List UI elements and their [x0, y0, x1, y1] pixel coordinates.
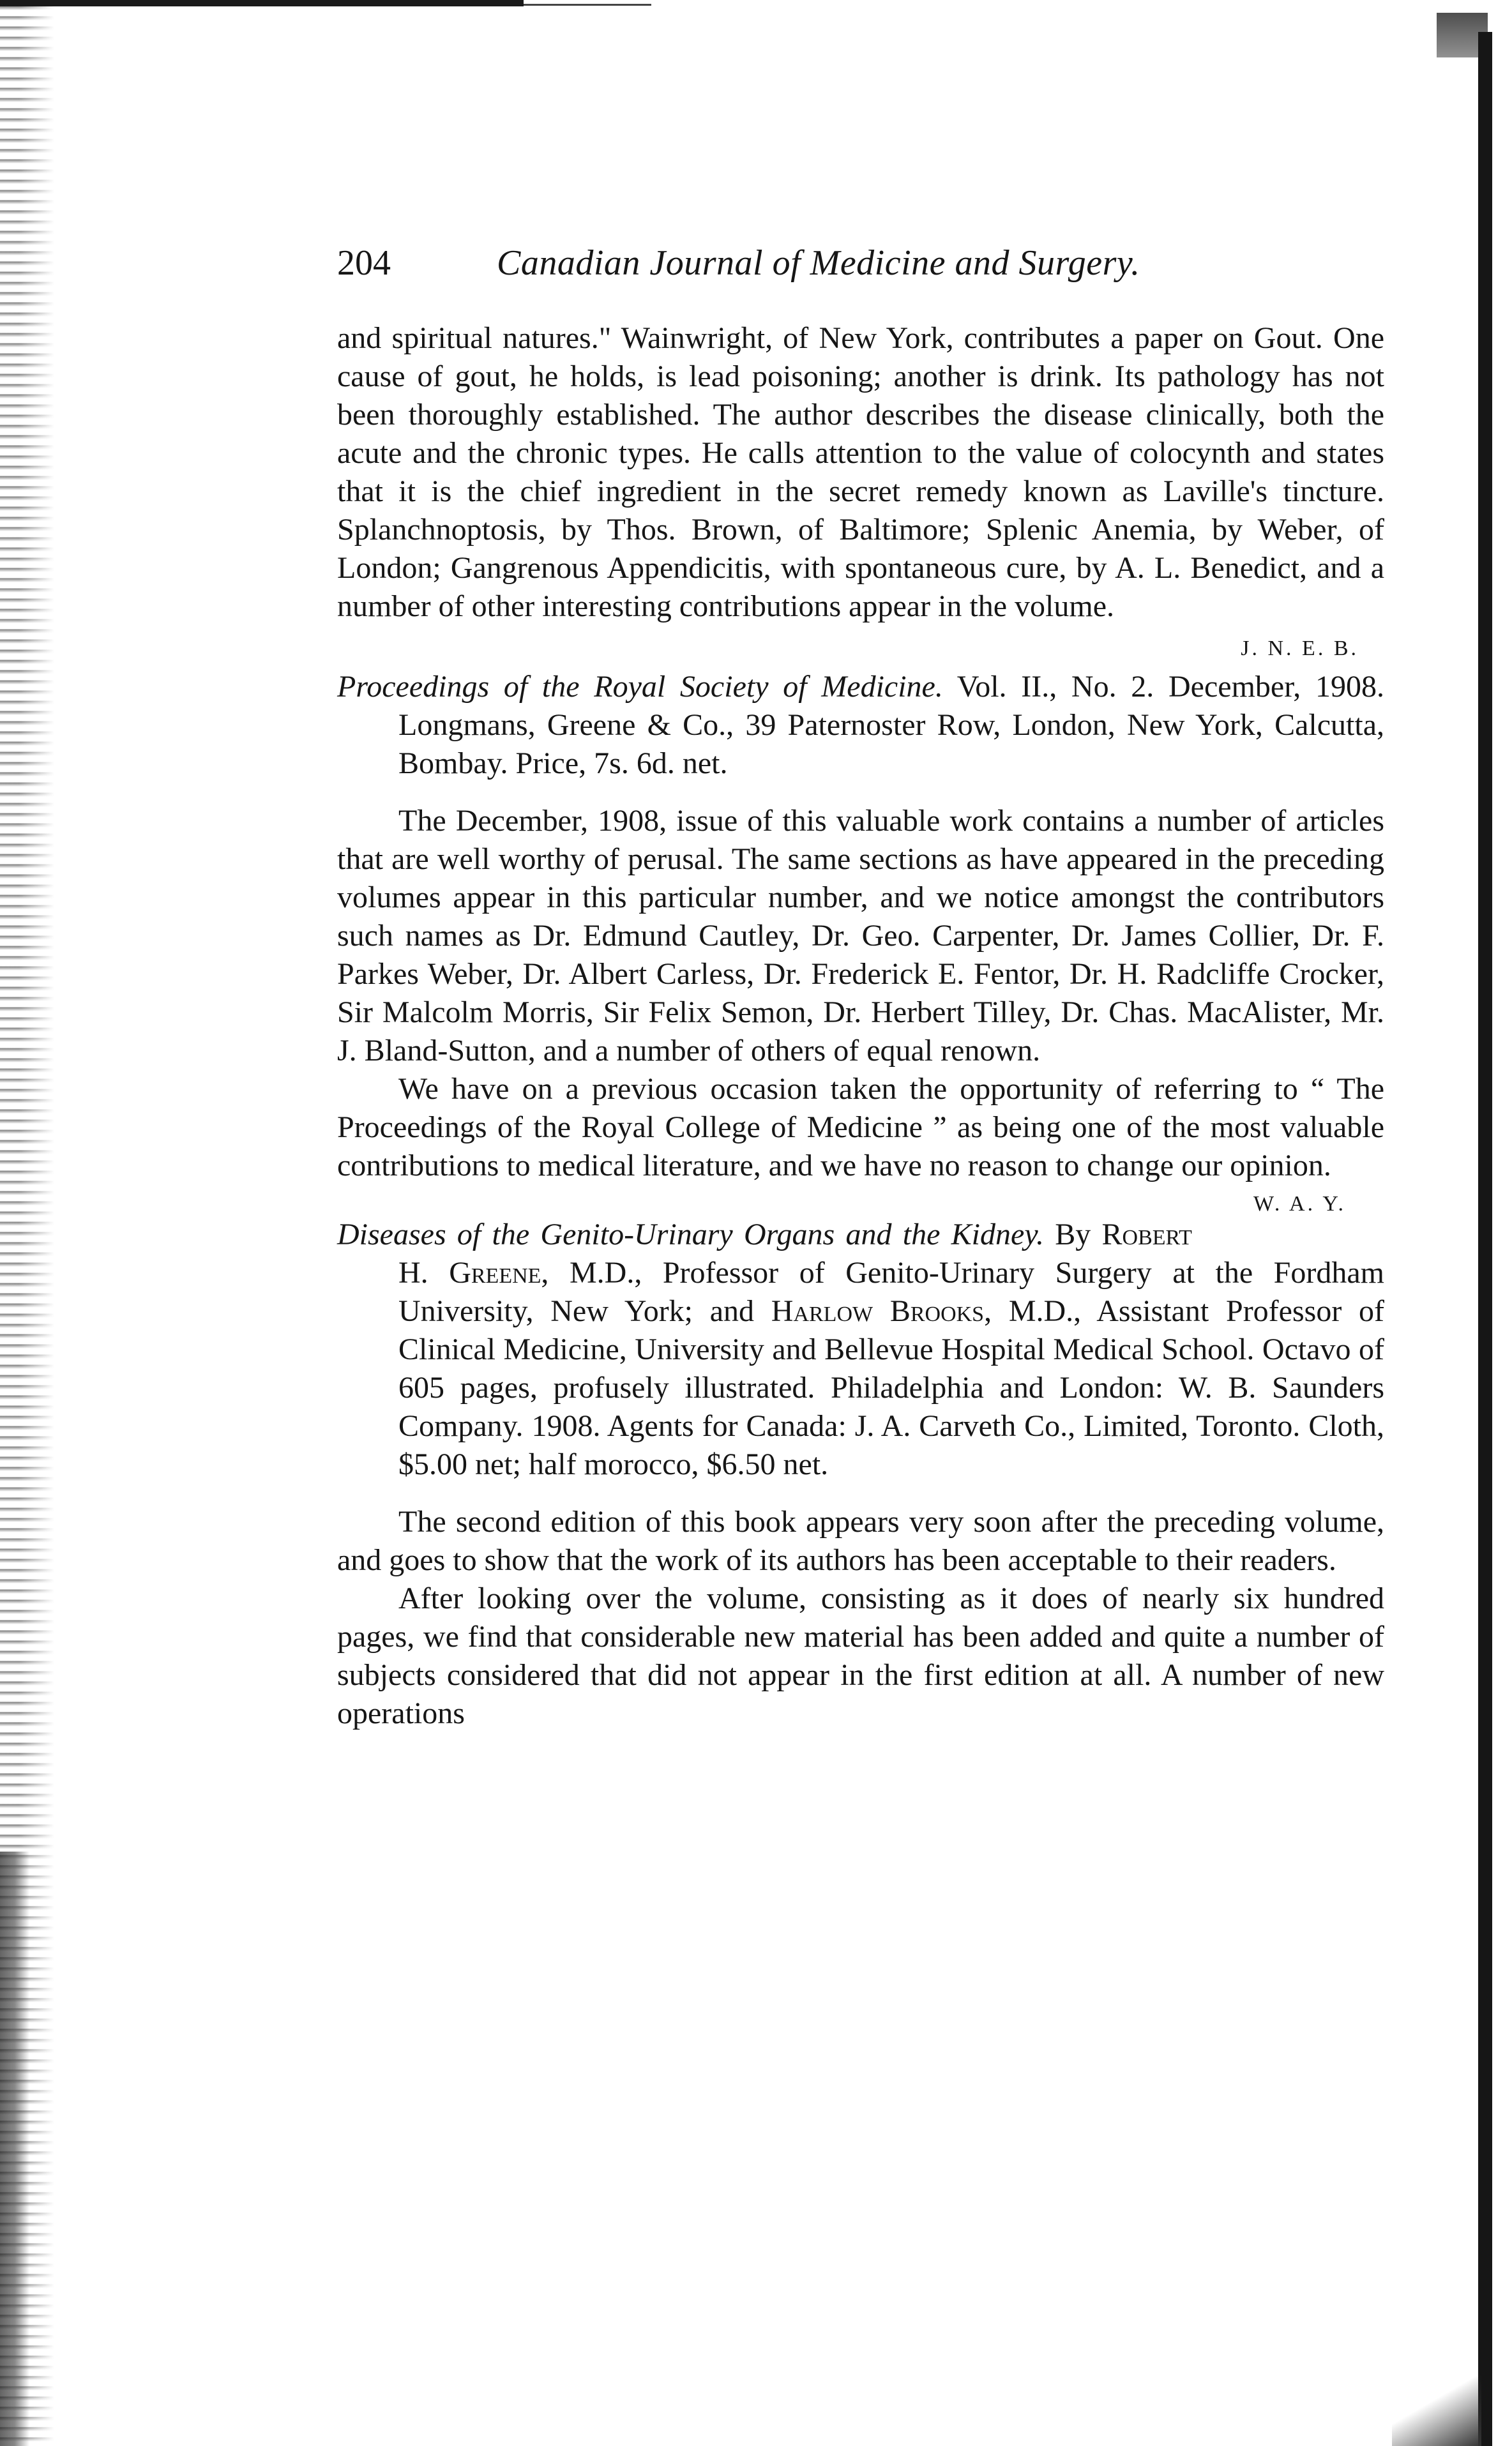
book-entry [337, 668, 1384, 783]
review-paragraph: After looking over the volume, consisting as it does of nearly six hundred pages, we find that considerable new material has been added and quite a number of subjects considered that did not appear in the first edition at all. A number of new operations [337, 1582, 1384, 1730]
review-paragraph: The December, 1908, issue of this valuable work contains a number of articles that are well worthy of perusal. The same sections as have appeared in the preceding volumes appear in this particular number, and we notice amongst the contributors such names as Dr. Edmund Cautley, Dr. Geo. Carpenter, Dr. James Collier, Dr. F. Parkes Weber, Dr. Albert Carless, Dr. Frederick E. Fentor, Dr. H. Radcliffe Crocker, Sir Malcolm Morris, Sir Felix Semon, Dr. Herbert Tilley, Dr. Chas. MacAlister, Mr. J. Bland-Sutton, and a number of others of equal renown. [337, 804, 1384, 1068]
review-paragraph-text: We have on a previous occasion taken the opportunity of referring to “ The Proceedings of the Royal College of Medicine ” as being one of the most valuable contributions to medical literature, and we have no reason to change our opinion. [337, 1072, 1384, 1182]
book-entry [337, 1216, 1384, 1484]
spacer [337, 783, 1384, 802]
review-proceedings-royal-society [337, 668, 1385, 1216]
journal-title: Canadian Journal of Medicine and Surgery. [497, 243, 1140, 283]
running-head [337, 243, 1384, 300]
spacer [337, 1484, 1384, 1503]
review-continued-text: and spiritual natures." Wainwright, of New York, contributes a paper on Gout. One cause of gout, he holds, is lead poisoning; another is drink. Its pathology has not been thoroughly established. The author describes the disease clinically, both the acute and the chronic types. He calls attention to the value of colocynth and states that it is the chief ingredient in the secret remedy known as Laville's tincture. Splanchnoptosis, by Thos. Brown, of Baltimore; Splenic Anemia, by Weber, of London; Gangrenous Appendicitis, with spontaneous cure, by A. L. Benedict, and a number of other interesting contributions appear in the volume. [337, 321, 1384, 623]
review-paragraph: The second edition of this book appears very soon after the preceding volume, and goes to show that the work of its authors has been acceptable to their readers. [337, 1505, 1384, 1577]
spacer [337, 300, 1384, 319]
author-name: Robert H. Greene, [398, 1218, 1192, 1290]
book-by: By [1055, 1218, 1091, 1251]
book-title: Diseases of the Genito-Urinary Organs and the Kidney. [337, 1218, 1044, 1251]
book-citation: M.D., Assistant Professor of Clinical Medicine, University and Bellevue Hospital Medical School. Octavo of 605 pages, profusely illustrated. Philadelphia and London: W. B. Saunders Company. 1908. Agents for Canada: J. A. Carveth Co., Limited, Toronto. Cloth, $5.00 net; half morocco, $6.50 net. [398, 1294, 1385, 1481]
reviewer-signature: J. N. E. B. [1241, 637, 1359, 660]
book-citation: M.D., Professor of Genito-Urinary Surgery at the Fordham University, New York; and [398, 1256, 1385, 1328]
scan-top-rule-thin [524, 4, 651, 6]
scan-right-edge-shadow [1478, 32, 1492, 2446]
scan-page-corner-curl [1392, 2375, 1481, 2446]
author-name: Harlow Brooks, [771, 1294, 992, 1328]
book-citation: Vol. II., No. 2. December, 1908. Longmans, Greene & Co., 39 Paternoster Row, London, New York, Calcutta, Bombay. Price, 7s. 6d. net. [398, 670, 1385, 780]
page-body [337, 243, 1384, 1733]
scan-top-rule [0, 0, 524, 6]
page-number: 204 [337, 243, 391, 283]
review-genito-urinary [337, 1216, 1384, 1733]
review-continued [337, 319, 1384, 668]
scan-left-edge-binding [0, 1852, 29, 2446]
review-paragraph [337, 1070, 1384, 1216]
reviewer-signature: W. A. Y. [1253, 1192, 1346, 1216]
book-title: Proceedings of the Royal Society of Medicine. [337, 670, 943, 704]
